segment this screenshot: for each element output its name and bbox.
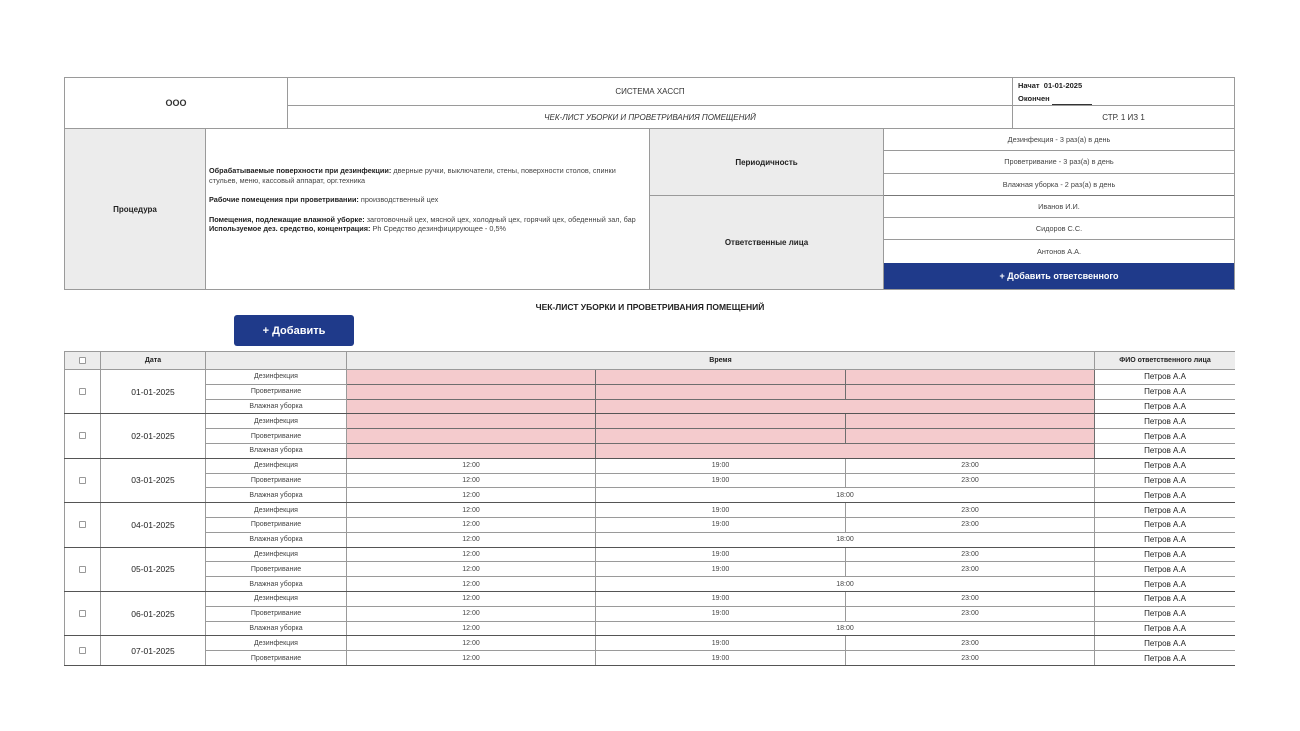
procedure-item-title: Рабочие помещения при проветривании: — [209, 195, 359, 204]
row-select-cell[interactable] — [65, 547, 101, 591]
procedure-item-text: производственный цех — [358, 195, 439, 204]
time-cell[interactable]: 23:00 — [846, 547, 1095, 562]
time-cell[interactable]: 19:00 — [596, 547, 846, 562]
time-cell[interactable]: 12:00 — [347, 503, 596, 518]
person-cell: Петров А.А — [1095, 562, 1235, 577]
table-row — [65, 621, 1236, 636]
date-range — [1013, 78, 1234, 106]
time-cell[interactable]: 19:00 — [596, 458, 846, 473]
table-row — [65, 517, 1236, 532]
time-cell[interactable]: 19:00 — [596, 651, 846, 666]
time-cell[interactable] — [596, 443, 1095, 458]
table-row — [65, 399, 1236, 414]
type-cell: Дезинфекция — [206, 370, 347, 385]
person-cell: Петров А.А — [1095, 547, 1235, 562]
date-cell: 02-01-2025 — [101, 414, 206, 458]
table-row — [65, 606, 1236, 621]
time-cell[interactable]: 12:00 — [347, 488, 596, 503]
responsible-item: Иванов И.И. — [884, 196, 1234, 218]
person-cell: Петров А.А — [1095, 370, 1235, 385]
time-cell[interactable]: 12:00 — [347, 517, 596, 532]
table-row — [65, 488, 1236, 503]
checklist-table — [64, 351, 1235, 666]
time-cell[interactable] — [596, 429, 846, 444]
row-checkbox[interactable] — [79, 610, 86, 617]
row-select-cell[interactable] — [65, 636, 101, 666]
date-cell: 04-01-2025 — [101, 503, 206, 547]
time-cell[interactable] — [596, 370, 846, 385]
procedure-item — [209, 215, 646, 225]
time-cell[interactable]: 12:00 — [347, 577, 596, 592]
type-cell: Дезинфекция — [206, 414, 347, 429]
type-cell: Дезинфекция — [206, 458, 347, 473]
time-cell[interactable]: 19:00 — [596, 591, 846, 606]
table-row — [65, 384, 1236, 399]
table-row — [65, 458, 1236, 473]
time-cell[interactable]: 12:00 — [347, 621, 596, 636]
date-cell: 07-01-2025 — [101, 636, 206, 666]
time-cell[interactable]: 23:00 — [846, 473, 1095, 488]
time-cell[interactable]: 23:00 — [846, 636, 1095, 651]
column-header-person: ФИО ответственного лица — [1095, 352, 1235, 370]
time-cell[interactable]: 12:00 — [347, 547, 596, 562]
person-cell: Петров А.А — [1095, 651, 1235, 666]
periodicity-item: Проветривание - 3 раз(а) в день — [884, 151, 1234, 173]
time-cell[interactable]: 19:00 — [596, 636, 846, 651]
procedure-section — [64, 128, 1235, 290]
type-cell: Проветривание — [206, 517, 347, 532]
time-cell[interactable]: 18:00 — [596, 488, 1095, 503]
time-cell[interactable] — [347, 429, 596, 444]
started-label: Начат — [1018, 80, 1040, 90]
page-number: СТР. 1 ИЗ 1 — [1102, 112, 1145, 122]
time-cell[interactable]: 19:00 — [596, 517, 846, 532]
table-row — [65, 636, 1236, 651]
time-cell[interactable] — [347, 399, 596, 414]
table-row — [65, 473, 1236, 488]
date-cell: 03-01-2025 — [101, 458, 206, 502]
periodicity-item: Влажная уборка - 2 раз(а) в день — [884, 174, 1234, 196]
table-row — [65, 429, 1236, 444]
column-header-date: Дата — [101, 352, 206, 370]
type-cell: Влажная уборка — [206, 621, 347, 636]
type-cell: Дезинфекция — [206, 636, 347, 651]
person-cell: Петров А.А — [1095, 532, 1235, 547]
type-cell: Влажная уборка — [206, 577, 347, 592]
finished-value-blank — [1052, 97, 1092, 105]
select-all-checkbox[interactable] — [79, 357, 86, 364]
row-select-cell[interactable] — [65, 414, 101, 458]
procedure-item-text: Ph Средство дезинфицирующее - 0,5% — [370, 224, 506, 233]
table-row — [65, 503, 1236, 518]
time-cell[interactable]: 12:00 — [347, 473, 596, 488]
row-checkbox[interactable] — [79, 566, 86, 573]
type-cell: Проветривание — [206, 651, 347, 666]
procedure-label: Процедура — [65, 129, 206, 289]
table-row — [65, 591, 1236, 606]
document-header — [64, 77, 1235, 129]
type-cell: Проветривание — [206, 429, 347, 444]
checklist-table-container — [64, 351, 1235, 667]
time-cell[interactable]: 23:00 — [846, 517, 1095, 532]
time-cell[interactable] — [596, 399, 1095, 414]
organization-name: ООО — [65, 78, 288, 128]
time-cell[interactable]: 12:00 — [347, 458, 596, 473]
type-cell: Проветривание — [206, 562, 347, 577]
person-cell: Петров А.А — [1095, 606, 1235, 621]
type-cell: Влажная уборка — [206, 443, 347, 458]
finished-row — [1018, 92, 1092, 105]
person-cell: Петров А.А — [1095, 399, 1235, 414]
row-checkbox[interactable] — [79, 647, 86, 654]
checklist-title: ЧЕК-ЛИСТ УБОРКИ И ПРОВЕТРИВАНИЯ ПОМЕЩЕНИЙ — [535, 302, 765, 312]
system-name: СИСТЕМА ХАССП — [288, 78, 1013, 106]
periodicity-label: Периодичность — [650, 129, 884, 196]
procedure-text — [206, 129, 650, 289]
column-header-time: Время — [347, 352, 1095, 370]
person-cell: Петров А.А — [1095, 591, 1235, 606]
procedure-item — [209, 195, 646, 205]
person-cell: Петров А.А — [1095, 488, 1235, 503]
add-responsible-button[interactable]: + Добавить ответсвенного — [884, 263, 1234, 289]
periodicity-item: Дезинфекция - 3 раз(а) в день — [884, 129, 1234, 151]
time-cell[interactable] — [846, 429, 1095, 444]
procedure-item — [209, 166, 646, 185]
table-row — [65, 532, 1236, 547]
table-row — [65, 577, 1236, 592]
procedure-item-title: Помещения, подлежащие влажной уборке: — [209, 214, 365, 224]
started-row — [1018, 79, 1082, 92]
person-cell: Петров А.А — [1095, 384, 1235, 399]
procedure-item-text: дверные ручки, выключатели, стены, поверхности столов, спинки стульев, меню, кассовый аппарат, орг.техника — [209, 166, 616, 185]
type-cell: Проветривание — [206, 384, 347, 399]
time-cell[interactable]: 12:00 — [347, 532, 596, 547]
person-cell: Петров А.А — [1095, 414, 1235, 429]
table-body — [65, 370, 1236, 666]
time-cell[interactable] — [596, 414, 846, 429]
row-checkbox[interactable] — [79, 432, 86, 439]
add-entry-button[interactable]: + Добавить — [234, 315, 354, 346]
table-row — [65, 414, 1236, 429]
procedure-item-title: Обрабатываемые поверхности при дезинфекции: — [209, 166, 392, 175]
time-cell[interactable]: 23:00 — [846, 591, 1095, 606]
time-cell[interactable]: 19:00 — [596, 473, 846, 488]
type-cell: Проветривание — [206, 473, 347, 488]
table-row — [65, 562, 1236, 577]
row-select-cell[interactable] — [65, 458, 101, 502]
started-value: 01-01-2025 — [1043, 80, 1083, 90]
time-cell[interactable]: 12:00 — [347, 562, 596, 577]
time-cell[interactable]: 18:00 — [596, 621, 1095, 636]
person-cell: Петров А.А — [1095, 621, 1235, 636]
document-title: ЧЕК-ЛИСТ УБОРКИ И ПРОВЕТРИВАНИЯ ПОМЕЩЕНИЙ — [288, 106, 1013, 128]
responsible-item: Сидоров С.С. — [884, 218, 1234, 240]
time-cell[interactable] — [347, 414, 596, 429]
table-header-row — [65, 352, 1236, 370]
time-cell[interactable]: 23:00 — [846, 458, 1095, 473]
table-row — [65, 370, 1236, 385]
date-cell: 05-01-2025 — [101, 547, 206, 591]
time-cell[interactable] — [347, 384, 596, 399]
person-cell: Петров А.А — [1095, 517, 1235, 532]
procedure-item-text: заготовочный цех, мясной цех, холодный цех, горячий цех, обеденный зал, бар — [364, 214, 636, 224]
type-cell: Дезинфекция — [206, 591, 347, 606]
time-cell[interactable] — [846, 370, 1095, 385]
time-cell[interactable]: 18:00 — [596, 532, 1095, 547]
time-cell[interactable]: 23:00 — [846, 503, 1095, 518]
time-cell[interactable]: 12:00 — [347, 636, 596, 651]
time-cell[interactable] — [846, 384, 1095, 399]
time-cell[interactable]: 18:00 — [596, 577, 1095, 592]
row-checkbox[interactable] — [79, 477, 86, 484]
row-checkbox[interactable] — [79, 388, 86, 395]
time-cell[interactable]: 12:00 — [347, 651, 596, 666]
person-cell: Петров А.А — [1095, 636, 1235, 651]
time-cell[interactable]: 19:00 — [596, 503, 846, 518]
table-row — [65, 547, 1236, 562]
time-cell[interactable]: 19:00 — [596, 562, 846, 577]
type-cell: Дезинфекция — [206, 547, 347, 562]
procedure-item-title: Используемое дез. средство, концентрация: — [209, 224, 371, 233]
procedure-values — [884, 129, 1234, 289]
row-select-cell[interactable] — [65, 591, 101, 635]
time-cell[interactable]: 23:00 — [846, 562, 1095, 577]
person-cell: Петров А.А — [1095, 503, 1235, 518]
type-cell: Влажная уборка — [206, 488, 347, 503]
type-cell: Дезинфекция — [206, 503, 347, 518]
person-cell: Петров А.А — [1095, 473, 1235, 488]
type-cell: Проветривание — [206, 606, 347, 621]
row-checkbox[interactable] — [79, 521, 86, 528]
responsible-item: Антонов А.А. — [1037, 247, 1081, 257]
time-cell[interactable] — [347, 370, 596, 385]
date-cell: 01-01-2025 — [101, 370, 206, 414]
person-cell: Петров А.А — [1095, 429, 1235, 444]
row-select-cell[interactable] — [65, 503, 101, 547]
select-all-cell[interactable] — [65, 352, 101, 370]
time-cell[interactable]: 12:00 — [347, 591, 596, 606]
person-cell: Петров А.А — [1095, 577, 1235, 592]
responsible-label: Ответственные лица — [650, 196, 884, 289]
time-cell[interactable] — [347, 443, 596, 458]
time-cell[interactable]: 23:00 — [846, 606, 1095, 621]
table-row — [65, 651, 1236, 666]
person-cell: Петров А.А — [1095, 443, 1235, 458]
row-select-cell[interactable] — [65, 370, 101, 414]
time-cell[interactable]: 12:00 — [347, 606, 596, 621]
person-cell: Петров А.А — [1095, 458, 1235, 473]
type-cell: Влажная уборка — [206, 532, 347, 547]
date-cell: 06-01-2025 — [101, 591, 206, 635]
table-row — [65, 443, 1236, 458]
procedure-item — [209, 224, 646, 234]
time-cell[interactable]: 23:00 — [846, 651, 1095, 666]
type-cell: Влажная уборка — [206, 399, 347, 414]
time-cell[interactable] — [846, 414, 1095, 429]
time-cell[interactable] — [596, 384, 846, 399]
column-header-type — [206, 352, 347, 370]
finished-label: Окончен — [1018, 93, 1050, 103]
time-cell[interactable]: 19:00 — [596, 606, 846, 621]
